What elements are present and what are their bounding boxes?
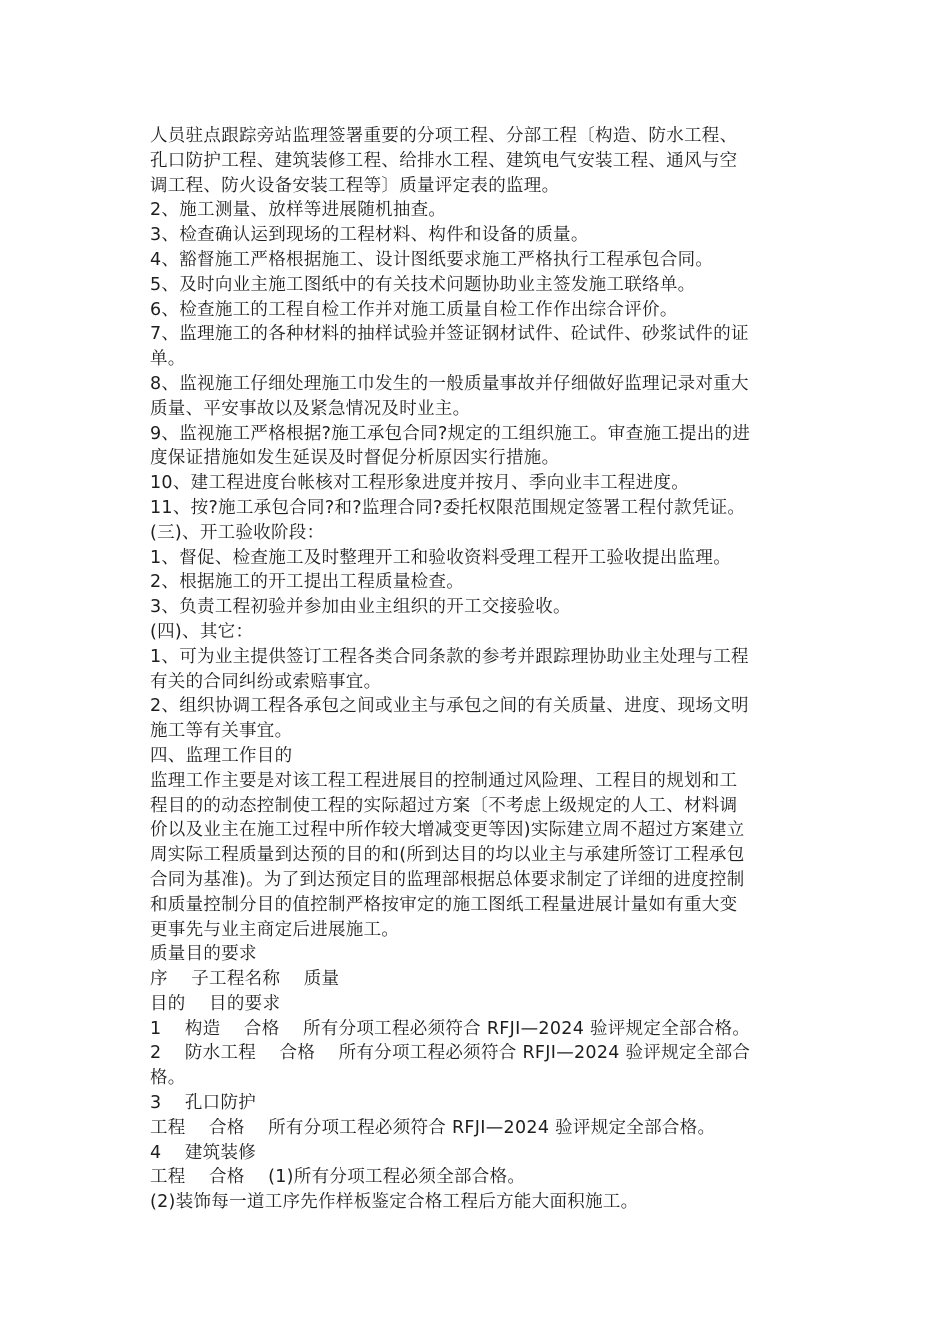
text-line: 和质量控制分目的值控制严格按审定的施工图纸工程量进展计量如有重大变 — [150, 894, 738, 915]
text-line: 调工程、防火设备安装工程等〕质量评定表的监理。 — [150, 175, 560, 196]
section-heading: 质量目的要求 — [150, 944, 257, 965]
text-line: 合同为基准)。为了到达预定目的监理部根据总体要求制定了详细的进度控制 — [150, 869, 745, 890]
text-line: 监理工作主要是对该工程工程进展目的控制通过风险理、工程目的规划和工 — [150, 770, 738, 791]
text-line: 6、检查施工的工程自检工作并对施工质量自检工作作出综合评价。 — [150, 299, 678, 320]
text-line: 有关的合同纠纷或索赔事宜。 — [150, 671, 382, 692]
text-line: 2、组织协调工程各承包之间或业主与承包之间的有关质量、进度、现场文明 — [150, 696, 749, 717]
text-line: 8、监视施工仔细处理施工巾发生的一般质量事故并仔细做好监理记录对重大 — [150, 373, 749, 394]
text-line: 施工等有关事宜。 — [150, 721, 293, 742]
text-line: 4、豁督施工严格根据施工、设计图纸要求施工严格执行工程承包合同。 — [150, 249, 714, 270]
section-heading: (四)、其它： — [150, 621, 254, 642]
table-line: 2 防水工程 合格 所有分项工程必须符合 RFJI—2024 验评规定全部合 — [150, 1043, 751, 1064]
text-line: 价以及业主在施工过程中所作较大增减变更等因)实际建立周不超过方案建立 — [150, 820, 745, 841]
table-line: (2)装饰每一道工序先作样板鉴定合格工程后方能大面积施工。 — [150, 1192, 639, 1213]
text-line: 周实际工程质量到达预的目的和(所到达目的均以业主与承建所签订工程承包 — [150, 845, 745, 866]
table-line: 4 建筑装修 — [150, 1142, 257, 1163]
text-line: 5、及时向业主施工图纸中的有关技术问题协助业主签发施工联络单。 — [150, 274, 696, 295]
section-heading: (三)、开工验收阶段： — [150, 522, 325, 543]
text-line: 9、监视施工严格根据?施工承包合同?规定的工组织施工。审查施工提出的进 — [150, 423, 751, 444]
table-line: 工程 合格 (1)所有分项工程必须全部合格。 — [150, 1167, 526, 1188]
text-line: 单。 — [150, 349, 186, 370]
table-line: 序 子工程名称 质量 — [150, 969, 340, 990]
text-line: 1、督促、检查施工及时整理开工和验收资料受理工程开工验收提出监理。 — [150, 547, 732, 568]
table-line: 3 孔口防护 — [150, 1093, 257, 1114]
text-line: 2、根据施工的开工提出工程质量检查。 — [150, 572, 465, 593]
text-line: 2、施工测量、放样等进展随机抽查。 — [150, 200, 447, 221]
table-line: 工程 合格 所有分项工程必须符合 RFJI—2024 验评规定全部合格。 — [150, 1117, 716, 1138]
text-line: 程目的的动态控制使工程的实际超过方案〔不考虑上级规定的人工、材料调 — [150, 795, 738, 816]
text-line: 度保证措施如发生延误及时督促分析原因实行措施。 — [150, 448, 560, 469]
text-line: 3、检查确认运到现场的工程材料、构件和设备的质量。 — [150, 225, 589, 246]
text-line: 10、建工程进度台帐核对工程形象进度并按月、季向业丰工程进度。 — [150, 473, 690, 494]
text-line: 11、按?施工承包合同?和?监理合同?委托权限范围规定签署工程付款凭证。 — [150, 497, 746, 518]
section-heading: 四、监理工作目的 — [150, 745, 293, 766]
text-line: 7、监理施工的各种材料的抽样试验并签证钢材试件、砼试件、砂浆试件的证 — [150, 324, 749, 345]
document-body — [150, 124, 800, 1215]
text-line: 人员驻点跟踪旁站监理签署重要的分项工程、分部工程〔构造、防水工程、 — [150, 126, 738, 146]
table-line: 格。 — [150, 1068, 186, 1089]
table-line: 1 构造 合格 所有分项工程必须符合 RFJI—2024 验评规定全部合格。 — [150, 1018, 751, 1039]
text-line: 1、可为业主提供签订工程各类合同条款的参考并跟踪理协助业主处理与工程 — [150, 646, 749, 667]
text-line: 更事先与业主商定后进展施工。 — [150, 919, 400, 940]
table-line: 目的 目的要求 — [150, 993, 281, 1014]
text-line: 孔口防护工程、建筑装修工程、给排水工程、建筑电气安装工程、通风与空 — [150, 150, 738, 171]
text-line: 质量、平安事故以及紧急情况及时业主。 — [150, 398, 471, 419]
text-line: 3、负责工程初验并参加由业主组织的开工交接验收。 — [150, 597, 571, 618]
